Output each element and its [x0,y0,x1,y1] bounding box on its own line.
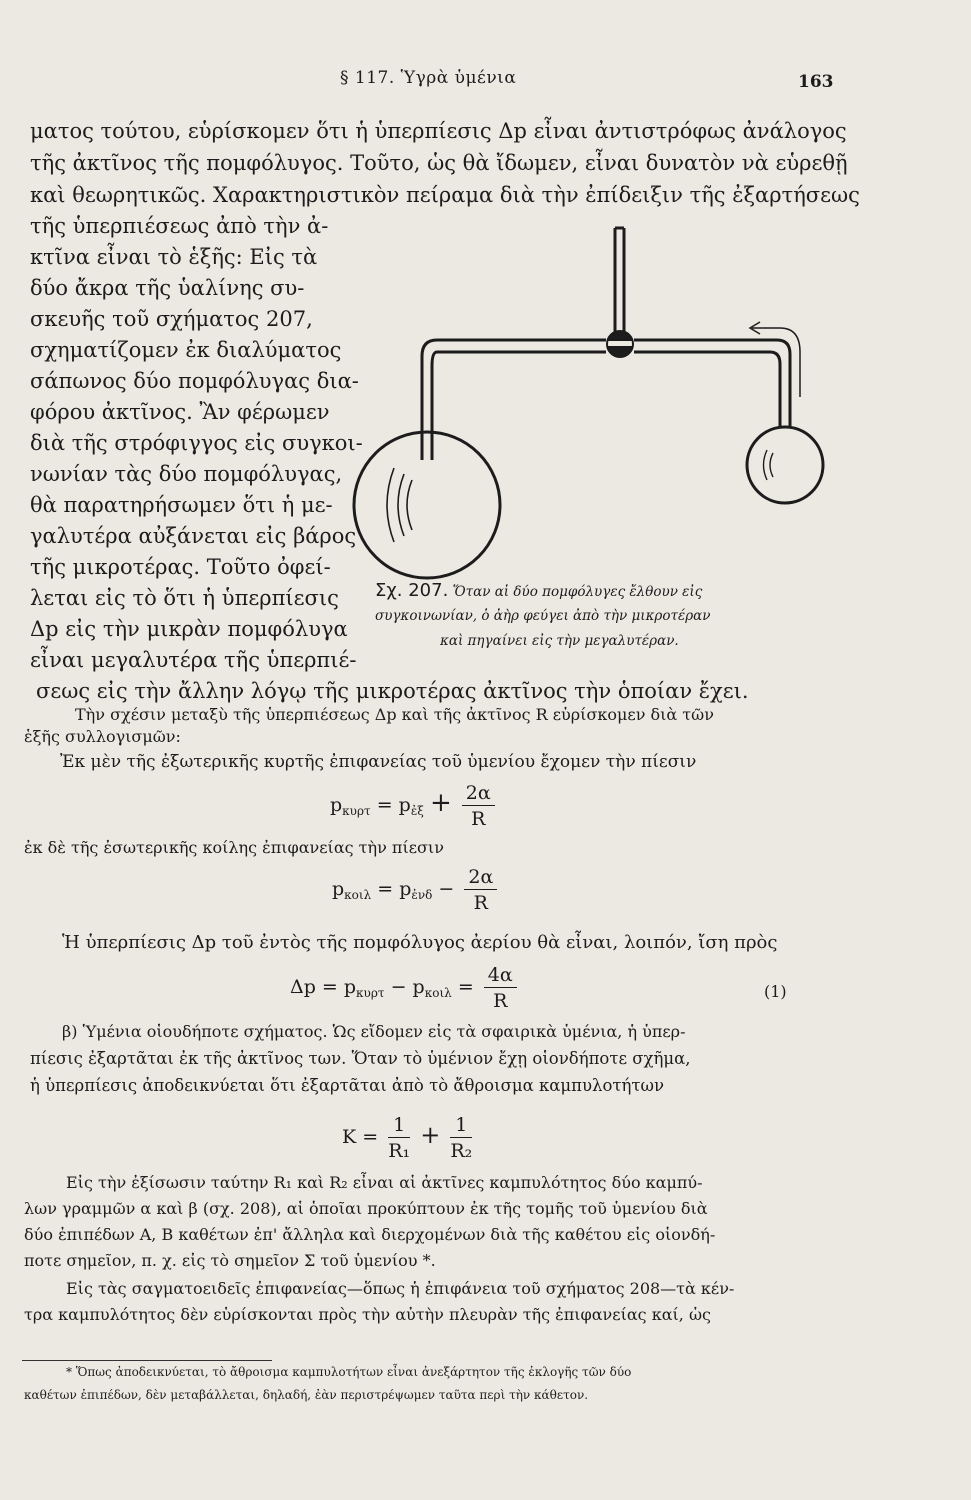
text-line: Τὴν σχέσιν μεταξὺ τῆς ὑπερπιέσεως Δp καὶ τῆς ἀκτῖνος R εὑρίσκομεν διὰ τῶν [75,705,714,724]
column-text-line: νωνίαν τὰς δύο πομφόλυγας, [30,462,343,486]
text-line: λων γραμμῶν α καὶ β (σχ. 208), αἱ ὁποῖαι προκύπτουν ἐκ τῆς τομῆς τοῦ ὑμενίου διὰ [24,1199,708,1218]
figure-caption-line: συγκοινωνίαν, ὁ ἀὴρ φεύγει ἀπὸ τὴν μικροτέραν [375,608,711,624]
column-text-line: λεται εἰς τὸ ὅτι ἡ ὑπερπίεσις [30,586,339,610]
stopcock-icon [607,331,633,357]
column-text-line: τῆς ὑπερπιέσεως ἀπὸ τὴν ἀ- [30,214,329,238]
text-line: Εἰς τὴν ἐξίσωσιν ταύτην R₁ καὶ R₂ εἶναι αἱ ἀκτῖνες καμπυλότητος δύο καμπύ- [66,1173,703,1192]
text-line: ἡ ὑπερπίεσις ἀποδεικνύεται ὅτι ἐξαρτᾶται ἀπὸ τὸ ἄθροισμα καμπυλοτήτων [30,1076,665,1095]
column-text-line: Δp εἰς τὴν μικρὰν πομφόλυγα [30,617,348,641]
column-text-line: θὰ παρατηρήσωμεν ὅτι ἡ με- [30,493,333,517]
figure-caption-text: Ὅταν αἱ δύο πομφόλυγες ἔλθουν εἰς [452,584,703,600]
equation-4: K = $\frac{1}{\text{R₁}}$ + $\frac{1}{\text{R₂}}$ [342,1114,473,1162]
column-text-line: εἶναι μεγαλυτέρα τῆς ὑπερπιέ- [30,648,357,672]
column-text-line: φόρου ἀκτῖνος. Ἂν φέρωμεν [30,400,330,424]
equation-3: $\Delta p = p_{\kappa\upsilon\rho\tau} - p_{\kappa o\iota\lambda}$ = $\frac{4\alpha}{R}$ [290,964,521,1012]
text-line: ἑξῆς συλλογισμῶν: [24,727,181,746]
page-number: 163 [798,72,834,92]
text-line: Ἡ ὑπερπίεσις Δp τοῦ ἐντὸς τῆς πομφόλυγος ἀερίου θὰ εἶναι, λοιπόν, ἴση πρὸς [62,932,778,953]
text-line: σεως εἰς τὴν ἄλλην λόγῳ τῆς μικροτέρας ἀκτῖνος τὴν ὁποίαν ἔχει. [36,679,749,703]
text-line: ποτε σημεῖον, π. χ. εἰς τὸ σημεῖον Σ τοῦ ὑμενίου *. [24,1251,436,1270]
column-text-line: δύο ἄκρα τῆς ὑαλίνης συ- [30,276,305,300]
text-line: καὶ θεωρητικῶς. Χαρακτηριστικὸν πείραμα διὰ τὴν ἐπίδειξιν τῆς ἐξαρτήσεως [30,183,860,207]
figure-caption-line: καὶ πηγαίνει εἰς τὴν μεγαλυτέραν. [440,633,679,649]
text-line: τρα καμπυλότητος δὲν εὑρίσκονται πρὸς τὴν αὐτὴν πλευρὰν τῆς ἐπιφανείας καί, ὡς [24,1305,711,1324]
text-line: β) Ὑμένια οἱουδήποτε σχήματος. Ὡς εἴδομεν εἰς τὰ σφαιρικὰ ὑμένια, ἡ ὑπερ- [62,1022,686,1041]
text-line: ἐκ δὲ τῆς ἐσωτερικῆς κοίλης ἐπιφανείας τὴν πίεσιν [24,838,444,857]
text-line: Εἰς τὰς σαγματοειδεῖς ἐπιφανείας—ὅπως ἡ ἐπιφάνεια τοῦ σχήματος 208—τὰ κέν- [66,1279,735,1298]
equation-number: (1) [764,982,787,1001]
column-text-line: σχηματίζομεν ἐκ διαλύματος [30,338,342,362]
text-line: Ἐκ μὲν τῆς ἐξωτερικῆς κυρτῆς ἐπιφανείας τοῦ ὑμενίου ἔχομεν τὴν πίεσιν [60,752,697,772]
text-line: τῆς ἀκτῖνος τῆς πομφόλυγος. Τοῦτο, ὡς θὰ ἴδωμεν, εἶναι δυνατὸν νὰ εὑρεθῇ [30,151,848,175]
running-header: § 117. Ὑγρὰ ὑμένια [340,68,517,88]
text-line: δύο ἐπιπέδων A, B καθέτων ἐπ' ἄλληλα καὶ διερχομένων διὰ τῆς καθέτου εἰς οἱονδή- [24,1225,716,1244]
column-text-line: σάπωνος δύο πομφόλυγας δια- [30,369,359,393]
column-text-line: τῆς μικροτέρας. Τοῦτο ὀφεί- [30,555,331,579]
column-text-line: διὰ τῆς στρόφιγγος εἰς συγκοι- [30,431,363,455]
footnote-line: * Ὅπως ἀποδεικνύεται, τὸ ἄθροισμα καμπυλοτήτων εἶναι ἀνεξάρτητον τῆς ἐκλογῆς τῶν δύο [66,1365,632,1379]
equation-1: $p_{\kappa\upsilon\rho\tau} = p_{ἐ\xi}$ + $\frac{2\alpha}{R}$ [330,782,499,830]
figure-207-apparatus [352,222,827,580]
column-text-line: σκευῆς τοῦ σχήματος 207, [30,307,313,331]
column-text-line: κτῖνα εἶναι τὸ ἑξῆς: Εἰς τὰ [30,245,318,269]
text-line: πίεσις ἐξαρτᾶται ἐκ τῆς ἀκτῖνος των. Ὅταν τὸ ὑμένιον ἔχῃ οἱονδήποτε σχῆμα, [30,1049,691,1068]
figure-caption-line [375,580,702,601]
footnote-divider [22,1360,272,1361]
footnote-line: καθέτων ἐπιπέδων, δὲν μεταβάλλεται, δηλαδή, ἐὰν περιστρέψωμεν ταῦτα περὶ τὴν κάθετον. [24,1388,589,1402]
equation-2: $p_{\kappa o\iota\lambda} = p_{ἐ\nu\delta}$ − $\frac{2\alpha}{R}$ [332,866,501,914]
column-text-line: γαλυτέρα αὐξάνεται εἰς βάρος [30,524,357,548]
figure-label: Σχ. 207. [375,580,449,601]
text-line: ματος τούτου, εὑρίσκομεν ὅτι ἡ ὑπερπίεσις Δp εἶναι ἀντιστρόφως ἀνάλογος [30,119,847,143]
